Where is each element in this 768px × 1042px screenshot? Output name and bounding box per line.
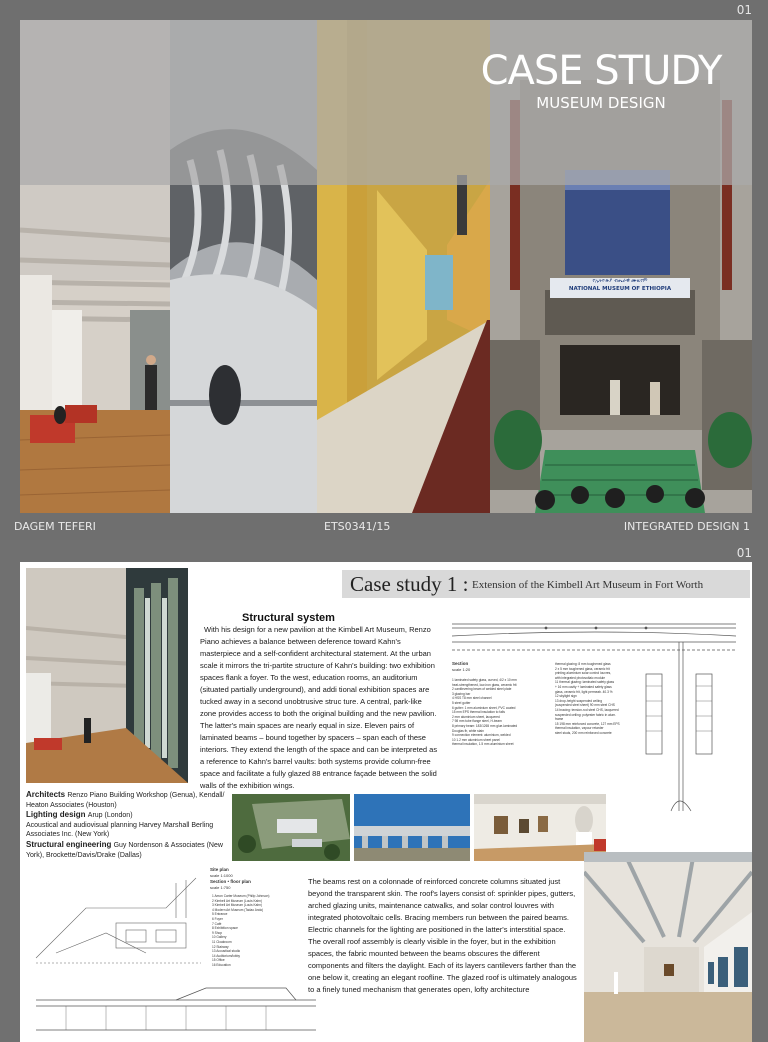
credit-role: Structural engineering bbox=[26, 839, 114, 849]
site-legend-line: 5 Entrance bbox=[212, 912, 228, 917]
site-plan-scale: scale 1:1000 bbox=[210, 873, 233, 878]
site-legend-line: 15 Office bbox=[212, 958, 225, 963]
exterior-facade-photo bbox=[354, 794, 470, 861]
legend-line: 10 1.2 mm aluminium sheet panel bbox=[452, 737, 500, 742]
legend-line: steel studs, 200 mm reinforced concrete bbox=[555, 730, 612, 735]
section-legend-right bbox=[555, 662, 655, 736]
legend-line: 2 cantilevering beam of welded steel plate bbox=[452, 687, 512, 692]
legend-line: printing aluminium solar control louvres, bbox=[555, 671, 612, 676]
credit-role: Lighting design bbox=[26, 810, 88, 820]
page-number: 01 bbox=[736, 546, 752, 560]
legend-line: heat-strengthened, low-iron glass, ceramic frit bbox=[452, 682, 517, 687]
site-legend-line: 7 Café bbox=[212, 921, 222, 926]
section-scale: scale 1:20 bbox=[452, 667, 471, 672]
legend-line: 1 laminated safety glass, curved, 4/2 x 10 mm bbox=[452, 678, 517, 682]
site-legend-line: 12 Stairway bbox=[212, 944, 229, 949]
site-legend-line: 14 Auditorium/lobby bbox=[212, 953, 240, 958]
legend-line: with integrated photovoltaic module bbox=[555, 675, 605, 680]
case-study-title-bar bbox=[342, 570, 750, 598]
legend-line: (suspended steel sheet) 90 mm steel CHS bbox=[555, 703, 615, 708]
case-study-sheet bbox=[20, 562, 752, 1042]
credit-text: Guy Nordenson & Associates (New York), Brockette/Davis/Drake (Dallas) bbox=[26, 841, 223, 859]
gallery-interior-photo bbox=[584, 852, 752, 1042]
cover-subtitle: MUSEUM DESIGN bbox=[536, 94, 666, 112]
legend-line: suspended ceiling: polyester fabric in alum. bbox=[555, 712, 616, 717]
legend-line: 3 glazing bar bbox=[452, 691, 471, 696]
footer-course: INTEGRATED DESIGN 1 bbox=[623, 520, 750, 533]
site-legend-line: 8 Exhibition space bbox=[212, 926, 238, 931]
section-legend-left bbox=[452, 678, 552, 747]
credit-text: Acoustical and audiovisual planning Harvey Marshall Berling Associates Inc. (New York) bbox=[26, 821, 214, 839]
legend-line: 12 skylight sign bbox=[555, 694, 577, 699]
credit-role: Architects bbox=[26, 790, 68, 799]
credit-entry bbox=[26, 840, 236, 860]
legend-line: 11 thermal glazing: laminated safety glass bbox=[555, 680, 615, 685]
legend-line: glass, ceramic frit, light permeab. 40.3 % bbox=[555, 689, 613, 694]
case-study-title: Case study 1 : bbox=[350, 572, 469, 596]
legend-line: 4 HSS T8 mm steel channel bbox=[452, 696, 492, 701]
legend-line: 2 x 5 mm toughened glass, ceramic frit bbox=[555, 666, 610, 671]
section-label: Section bbox=[452, 661, 469, 666]
legend-line: Douglas fir, white stain bbox=[452, 728, 484, 733]
section-floor-label: Section • floor plan bbox=[210, 879, 251, 884]
site-legend-line: 9 Shop bbox=[212, 930, 223, 935]
credit-text: Arup (London) bbox=[87, 812, 133, 820]
section-heading: Structural system bbox=[242, 612, 335, 624]
legend-line: thermal insulation, 1.5 mm aluminium sheet bbox=[452, 742, 514, 747]
museum-sign: የኢትዮጵያ ብሔራዊ ሙዚየም NATIONAL MUSEUM OF ETHIOPIA bbox=[568, 278, 672, 292]
site-legend-line: 11 Cloakroom bbox=[212, 939, 232, 944]
legend-line: 7 98 mm tube flange steel, H-beam bbox=[452, 719, 502, 724]
structural-paragraph: With his design for a new pavilion at the Kimbell Art Museum, Renzo Piano achieves a balance between deference toward Kahn's masterpiece and a self-confident architectural statement. At the urban scale it mirrors the tri-partite structure of Kahn's building: two exhibition spaces flank a foyer. To the west, education rooms, an auditorium (situated partially underground), and addi tional exhibition spaces are tucked away in a second unobtrusive struc ture. A central, park-like zone provides access to both the original building and the new pavilion. The latter's main spaces are nearly equal in size. Eleven pairs of laminated beams – bound together by spacers – span each of these interiors. They extend the length of the space and can be interpreted as a reference to Kahn's barrel vaults: both systems provide column-free space and facilitate a fully glazed 88 entrance façade between the solid walls of the exhibition wings. bbox=[200, 625, 438, 790]
case-study-page bbox=[0, 544, 768, 1024]
credit-entry bbox=[26, 810, 236, 821]
legend-line: + 16 mm cavity + laminated safety glass bbox=[555, 684, 612, 689]
legend-line: 14 bracing: tension-rod steel CHS, lacquered bbox=[555, 707, 619, 712]
legend-line: 9 connection element: aluminium, welded bbox=[452, 733, 511, 738]
section-floor-scale: scale 1:750 bbox=[210, 885, 231, 890]
site-legend-line: 3 Kimbell Art Museum (Louis Kahn) bbox=[212, 903, 262, 908]
site-legend-line: 6 Foyer bbox=[212, 916, 223, 921]
site-legend bbox=[212, 894, 302, 968]
credit-text: Renzo Piano Building Workshop (Genua), Kendall/ Heaton Associates (Houston) bbox=[26, 792, 225, 809]
legend-line: thermal insulation, vapour retarder bbox=[555, 726, 604, 731]
footer-author: DAGEM TEFERI bbox=[14, 520, 96, 533]
site-legend-line: 13 Acoustical studio bbox=[212, 949, 241, 954]
page-number: 01 bbox=[736, 3, 752, 17]
legend-line: thermal glazing: 8 mm toughened glass bbox=[555, 662, 611, 666]
site-plan-drawing bbox=[26, 868, 206, 968]
aerial-site-photo bbox=[232, 794, 350, 861]
site-legend-line: 1 Amon Carter Museum (Philip Johnson) bbox=[212, 894, 270, 898]
building-section-drawing bbox=[26, 980, 326, 1040]
site-legend-line: 16 Education bbox=[212, 962, 231, 967]
credit-entry bbox=[26, 790, 236, 810]
legend-line: 15 198 mm reinforced concrete, 127 mm EPS bbox=[555, 721, 620, 726]
gallery-sculpture-photo bbox=[474, 794, 606, 861]
legend-line: 8 primary beam: 183/1265 mm glue-laminated bbox=[452, 723, 518, 728]
case-study-subtitle: Extension of the Kimbell Art Museum in Fort Worth bbox=[472, 579, 704, 591]
legend-line: 15 mm EPS thermal insulation to falls bbox=[452, 710, 505, 715]
roof-paragraph: The beams rest on a colonnade of reinforced concrete columns situated just beyond the transparent skin. The roof's layers consist of: sprinkler pipes, gutters, arched glazing units, maintenance catwalks, and solar control louvres with integrated photovoltaic cells. Bracing members run between the paired beams. Electric channels for the lighting are positioned in the latter's interstitial space. The overall roof assembly is clearly visible in the foyer, but in the exhibition spaces, the fabric mounted between the beams obscures the different components and filters the daylight. Each of its layers cantilevers farther than the one below it, creating an elegant roofline. The glazed roof is ultimately analogous to a finely tuned mechanism that generates open, lofty architecture bbox=[308, 877, 577, 994]
site-legend-line: 10 Gallery bbox=[212, 935, 227, 940]
legend-line: 13 drop-height suspended ceiling bbox=[555, 698, 602, 703]
pavilion-interior-photo bbox=[26, 568, 188, 783]
cover-title: CASE STUDY bbox=[480, 48, 722, 94]
site-plan-label: Site plan bbox=[210, 867, 229, 872]
site-legend-line: 2 Kimbell Art Museum (Louis Kahn) bbox=[212, 898, 262, 903]
cover-collage bbox=[20, 20, 752, 513]
legend-line: 2 mm aluminium sheet, lacquered bbox=[452, 714, 500, 719]
footer-id: ETS0341/15 bbox=[324, 520, 391, 533]
project-credits bbox=[26, 790, 236, 860]
legend-line: frame bbox=[555, 717, 564, 722]
legend-line: 6 gutter: 1 mm aluminium sheet, PVC coated bbox=[452, 705, 516, 710]
site-legend-line: 4 Modern Art Museum (Tadao Ando) bbox=[212, 907, 264, 912]
credit-entry bbox=[26, 821, 236, 840]
legend-line: 5 steel gutter bbox=[452, 700, 471, 705]
